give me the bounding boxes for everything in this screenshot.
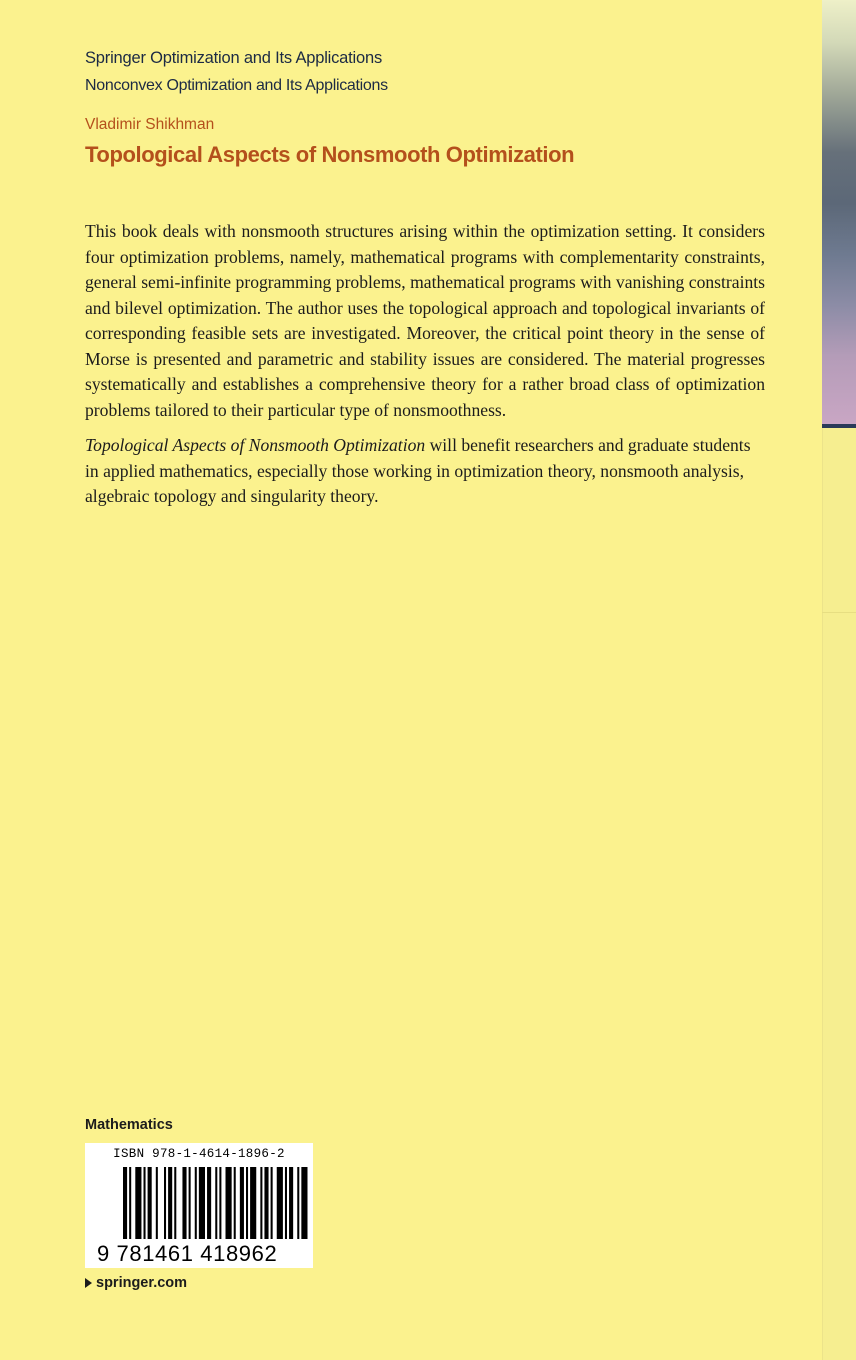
barcode-bar [189, 1167, 191, 1239]
barcode-bar [123, 1167, 127, 1239]
subseries-title: Nonconvex Optimization and Its Applications [85, 77, 388, 94]
description-paragraph-2 [85, 433, 765, 510]
isbn-barcode [85, 1143, 313, 1268]
book-title: Topological Aspects of Nonsmooth Optimization [85, 142, 575, 167]
barcode-bar [234, 1167, 236, 1239]
barcode-bar [207, 1167, 211, 1239]
description-paragraph-1: This book deals with nonsmooth structures arising within the optimization setting. It considers four optimization problems, namely, mathematical programs with complementarity constraints, general semi-infinite programming problems, mathematical programs with vanishing constraints and bilevel optimization. The author uses the topological approach and topological invariants of corresponding feasible sets are investigated. Moreover, the critical point theory in the sense of Morse is presented and parametric and stability issues are considered. The material progresses systematically and establishes a comprehensive theory for a rather broad class of optimization problems tailored to their particular type of nonsmoothness. [85, 221, 765, 420]
arrow-right-icon [85, 1278, 92, 1288]
series-title: Springer Optimization and Its Applications [85, 49, 383, 67]
barcode-bar [182, 1167, 186, 1239]
barcode-bar [156, 1167, 158, 1239]
publisher-url: springer.com [96, 1275, 188, 1291]
subject-category: Mathematics [85, 1117, 173, 1133]
barcode-bar [199, 1167, 205, 1239]
spine-divider [822, 612, 856, 613]
isbn-label: ISBN 978-1-4614-1896-2 [113, 1147, 285, 1161]
barcode-bar [250, 1167, 256, 1239]
barcode-bar [219, 1167, 221, 1239]
author-name: Vladimir Shikhman [85, 116, 215, 133]
description-book-title: Topological Aspects of Nonsmooth Optimization [85, 435, 426, 455]
spine-dark-stripe [822, 424, 856, 428]
publisher-link[interactable] [85, 1275, 187, 1291]
barcode-bar [135, 1167, 141, 1239]
barcode-bar [226, 1167, 232, 1239]
barcode-bar [174, 1167, 176, 1239]
barcode-bar [215, 1167, 217, 1239]
barcode-digits: 9 781461 418962 [97, 1241, 278, 1266]
barcode-bar [297, 1167, 299, 1239]
barcode-bar [264, 1167, 268, 1239]
barcode-bar [289, 1167, 293, 1239]
barcode-bar [168, 1167, 172, 1239]
barcode-bar [240, 1167, 244, 1239]
barcode-bar [148, 1167, 152, 1239]
barcode-bar [277, 1167, 283, 1239]
barcode-bar [144, 1167, 146, 1239]
barcode-bar [271, 1167, 273, 1239]
barcode-bar [129, 1167, 131, 1239]
barcode-bar [195, 1167, 197, 1239]
barcode-bar [164, 1167, 166, 1239]
description-paragraph-2-text: will benefit researchers and graduate students in applied mathematics, especially those working in optimization theory, nonsmooth analysis, algebraic topology and singularity theory. [85, 435, 751, 506]
spine-gradient-band [822, 0, 856, 424]
barcode-bar [246, 1167, 248, 1239]
book-description [85, 219, 765, 520]
barcode-bar [260, 1167, 262, 1239]
barcode-bar [285, 1167, 287, 1239]
barcode-bar [301, 1167, 307, 1239]
